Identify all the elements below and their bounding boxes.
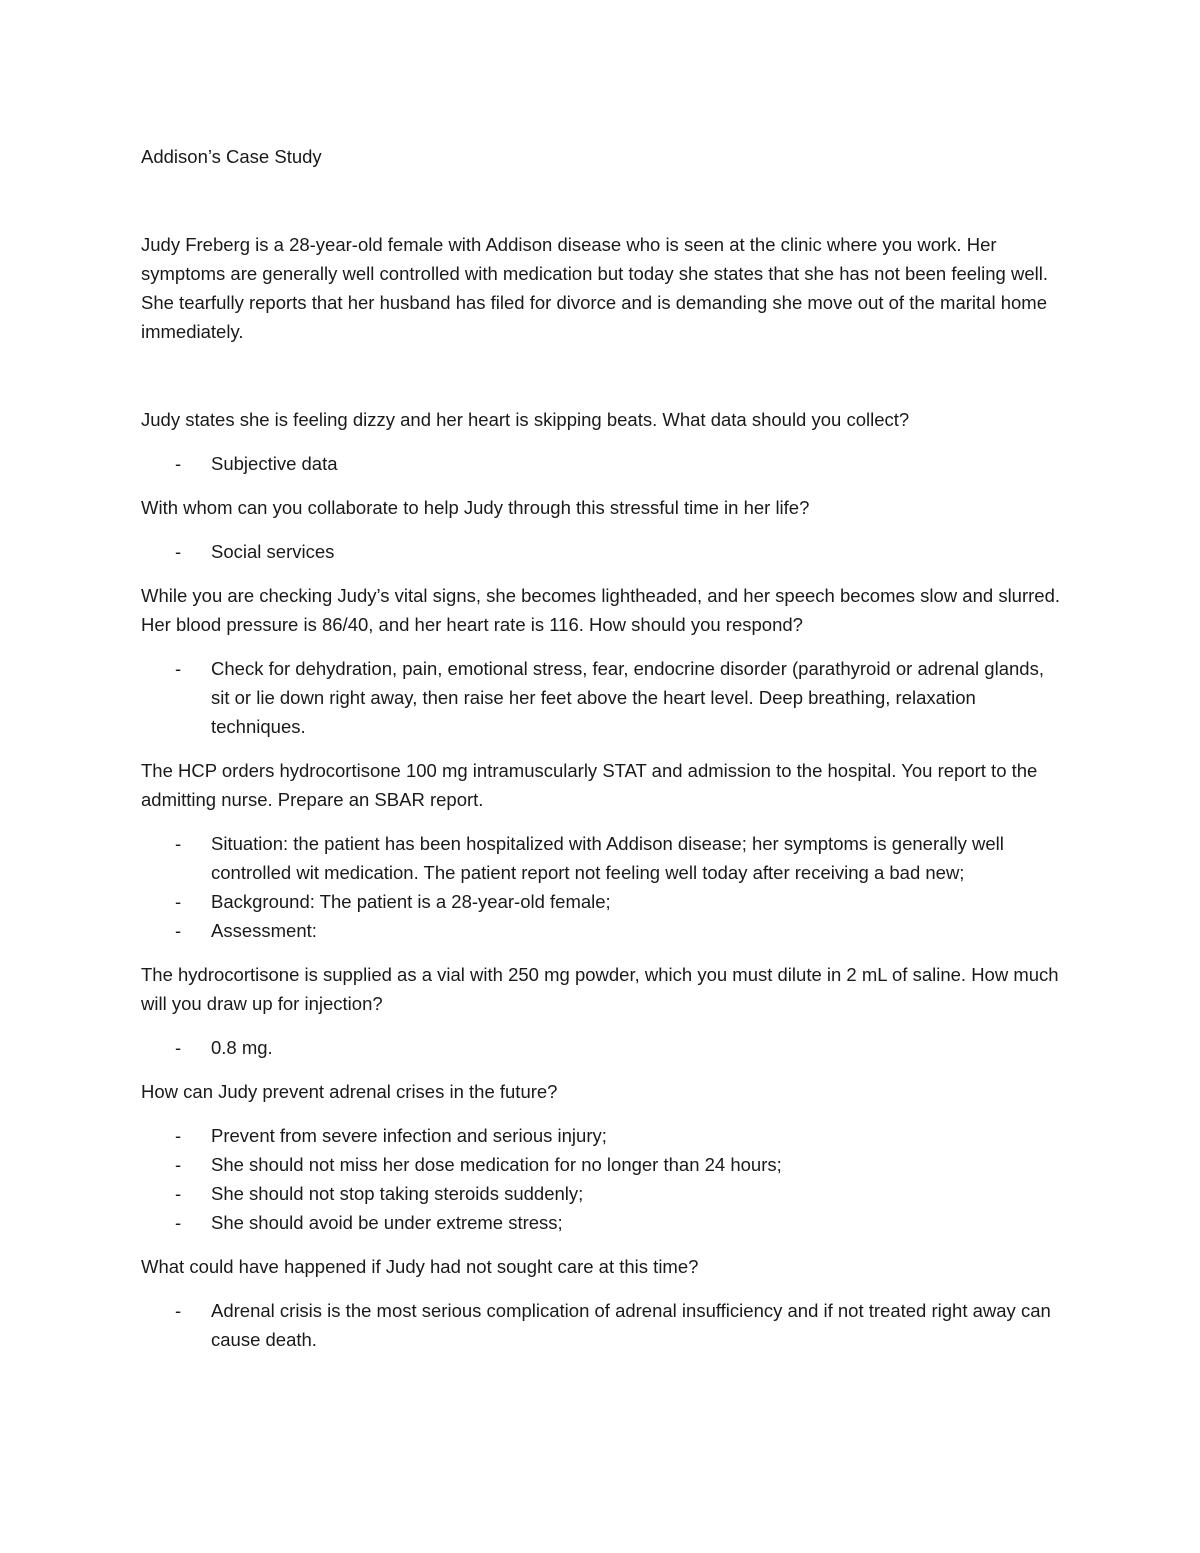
dash-bullet: - xyxy=(175,833,182,854)
answer-item xyxy=(141,654,1066,741)
answer-list xyxy=(141,537,1066,566)
question-text: How can Judy prevent adrenal crises in the future? xyxy=(141,1081,558,1102)
dash-bullet: - xyxy=(175,891,182,912)
answer-text: She should avoid be under extreme stress; xyxy=(211,1212,563,1233)
dash-bullet: - xyxy=(175,920,182,941)
answer-text: 0.8 mg. xyxy=(211,1037,273,1058)
document-title: Addison’s Case Study xyxy=(141,146,322,167)
intro-paragraph: Judy Freberg is a 28-year-old female with Addison disease who is seen at the clinic where you work. Her symptoms are generally well controlled with medication but today she states that she has not been feeling well. She tearfully reports that her husband has filed for divorce and is demanding she move out of the marital home immediately. xyxy=(141,234,1048,342)
dash-bullet: - xyxy=(175,1125,182,1146)
answer-item xyxy=(141,916,1066,945)
answer-text: She should not miss her dose medication for no longer than 24 hours; xyxy=(211,1154,782,1175)
question-text: The HCP orders hydrocortisone 100 mg intramuscularly STAT and admission to the hospital. You report to the admitting nurse. Prepare an SBAR report. xyxy=(141,760,1038,810)
answer-item xyxy=(141,1208,1066,1237)
answer-list xyxy=(141,1121,1066,1237)
answer-item xyxy=(141,1296,1066,1354)
question-text: The hydrocortisone is supplied as a vial with 250 mg powder, which you must dilute in 2 mL of saline. How much will you draw up for injection? xyxy=(141,964,1059,1014)
dash-bullet: - xyxy=(175,658,182,679)
answer-text: Adrenal crisis is the most serious complication of adrenal insufficiency and if not treated right away can cause death. xyxy=(211,1300,1051,1350)
question-text: What could have happened if Judy had not sought care at this time? xyxy=(141,1256,699,1277)
answer-item xyxy=(141,1033,1066,1062)
answer-item xyxy=(141,887,1066,916)
answer-list xyxy=(141,654,1066,741)
dash-bullet: - xyxy=(175,1183,182,1204)
answer-list xyxy=(141,1296,1066,1354)
answer-text: Subjective data xyxy=(211,453,338,474)
question-text: Judy states she is feeling dizzy and her heart is skipping beats. What data should you collect? xyxy=(141,409,910,430)
document-body xyxy=(141,142,1066,1369)
answer-text: Prevent from severe infection and serious injury; xyxy=(211,1125,607,1146)
dash-bullet: - xyxy=(175,1037,182,1058)
answer-item xyxy=(141,829,1066,887)
answer-item xyxy=(141,1179,1066,1208)
answer-text: Assessment: xyxy=(211,920,317,941)
dash-bullet: - xyxy=(175,1300,182,1321)
answer-item xyxy=(141,1150,1066,1179)
answer-text: Check for dehydration, pain, emotional stress, fear, endocrine disorder (parathyroid or adrenal glands, sit or lie down right away, then raise her feet above the heart level. Deep breathing, relaxation techniques. xyxy=(211,658,1044,737)
question-text: While you are checking Judy’s vital signs, she becomes lightheaded, and her speech becomes slow and slurred. Her blood pressure is 86/40, and her heart rate is 116. How should you respond? xyxy=(141,585,1061,635)
answer-text: Situation: the patient has been hospitalized with Addison disease; her symptoms is generally well controlled wit medication. The patient report not feeling well today after receiving a bad new; xyxy=(211,833,1004,883)
question-text: With whom can you collaborate to help Judy through this stressful time in her life? xyxy=(141,497,810,518)
answer-text: Social services xyxy=(211,541,335,562)
dash-bullet: - xyxy=(175,1154,182,1175)
answer-item xyxy=(141,537,1066,566)
dash-bullet: - xyxy=(175,1212,182,1233)
answer-list xyxy=(141,1033,1066,1062)
answer-list xyxy=(141,449,1066,478)
dash-bullet: - xyxy=(175,541,182,562)
answer-text: Background: The patient is a 28-year-old female; xyxy=(211,891,611,912)
answer-item xyxy=(141,449,1066,478)
answer-list xyxy=(141,829,1066,945)
answer-item xyxy=(141,1121,1066,1150)
dash-bullet: - xyxy=(175,453,182,474)
answer-text: She should not stop taking steroids suddenly; xyxy=(211,1183,584,1204)
